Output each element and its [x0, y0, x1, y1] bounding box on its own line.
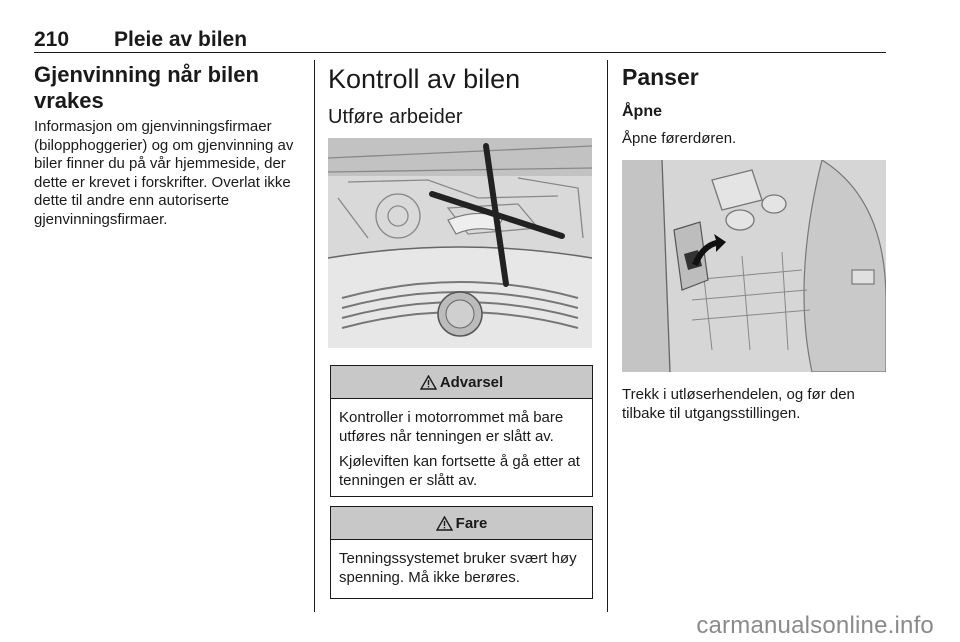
warning-triangle-icon: [420, 375, 437, 390]
warning-text-2: Kjøleviften kan fortsette å gå etter at tenningen er slått av.: [339, 453, 580, 489]
engine-bay-illustration: [328, 138, 592, 348]
recycling-section: [34, 62, 302, 229]
warning-box-header: [331, 366, 592, 399]
vehicle-check-section: [328, 62, 592, 586]
danger-box: [330, 506, 593, 599]
column-divider: [314, 60, 315, 612]
danger-box-title: Fare: [455, 514, 488, 532]
watermark: carmanualsonline.info: [696, 612, 934, 639]
page-header: [34, 28, 886, 53]
open-subheading: Åpne: [622, 103, 662, 120]
danger-text-1: Tenningssystemet bruker svært høy spenning. Må ikke berøres.: [339, 550, 577, 586]
bonnet-section: [622, 62, 886, 422]
open-step-2: Trekk i utløserhendelen, og før den tilbake til utgangsstillingen.: [622, 386, 855, 422]
warning-box: [330, 365, 593, 497]
warning-box-title: Advarsel: [439, 373, 504, 391]
perform-work-subheading: Utføre arbeider: [328, 106, 463, 128]
recycling-body: Informasjon om gjenvinningsfirmaer (bilopphoggerier) og om gjenvinning av biler finner du på vår hjemmeside, der dette er krevet i forskrifter. Overlat ikke dette til andre enn autoriserte gjenvinningsfirmaer.: [34, 118, 294, 228]
bonnet-release-illustration: [622, 160, 886, 372]
danger-box-header: [331, 507, 592, 540]
recycling-heading: Gjenvinning når bilen vrakes: [34, 62, 259, 113]
warning-text-1: Kontroller i motorrommet må bare utføres når tenningen er slått av.: [339, 409, 564, 445]
bonnet-heading: Panser: [622, 64, 699, 90]
page-title: Pleie av bilen: [114, 28, 248, 51]
column-divider: [607, 60, 608, 612]
warning-triangle-icon: [436, 516, 453, 531]
page-number: 210: [34, 28, 70, 51]
open-step-1: Åpne førerdøren.: [622, 130, 737, 147]
vehicle-check-heading: Kontroll av bilen: [328, 64, 521, 94]
